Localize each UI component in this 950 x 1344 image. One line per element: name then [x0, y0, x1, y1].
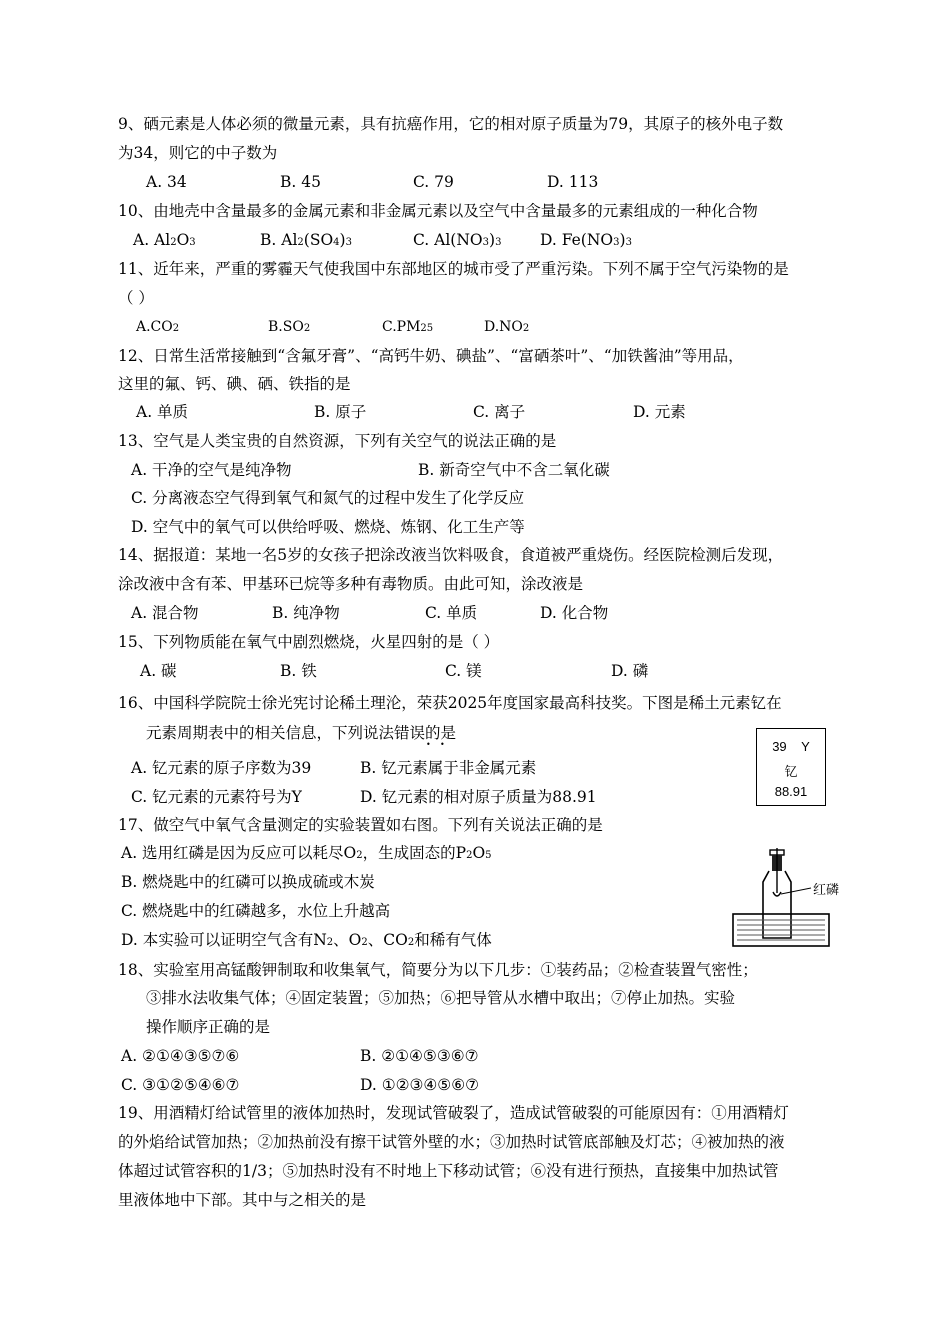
q12-option-c: C. 离子: [473, 403, 526, 421]
q15-option-d: D. 磷: [611, 662, 649, 680]
q9-stem-line1: 9、硒元素是人体必须的微量元素，具有抗癌作用，它的相对原子质量为79，其原子的核外电子数: [118, 115, 784, 133]
q10-option-a: A. Al2O3: [133, 231, 196, 249]
q10-stem: 10、由地壳中含量最多的金属元素和非金属元素以及空气中含量最多的元素组成的一种化合物: [118, 202, 758, 220]
q16-option-a: A. 钇元素的原子序数为39: [131, 759, 312, 777]
q18-option-a: A. ②①④③⑤⑦⑥: [121, 1047, 240, 1065]
q14-option-c: C. 单质: [425, 604, 478, 622]
q19-stem-line1: 19、用酒精灯给试管里的液体加热时，发现试管破裂了，造成试管破裂的可能原因有：①用酒精灯: [118, 1104, 789, 1122]
q14-stem-line1: 14、据报道：某地一名5岁的女孩子把涂改液当饮料吸食，食道被严重烧伤。经医院检测后发现，: [118, 546, 784, 564]
q12-option-b: B. 原子: [314, 403, 367, 421]
yttrium-element-card: [756, 728, 826, 806]
q15-stem: 15、下列物质能在氧气中剧烈燃烧，火星四射的是（ ）: [118, 633, 500, 651]
q12-option-a: A. 单质: [136, 403, 189, 421]
q17-option-c: C. 燃烧匙中的红磷越多，水位上升越高: [121, 902, 391, 920]
q12-stem-line2: 这里的氟、钙、碘、硒、铁指的是: [118, 375, 351, 393]
q16-stem-line2: 元素周期表中的相关信息，下列说法错误的是: [146, 724, 457, 742]
q13-option-d: D. 空气中的氧气可以供给呼吸、燃烧、炼钢、化工生产等: [131, 518, 525, 536]
q15-option-a: A. 碳: [140, 662, 177, 680]
q17-option-a: A. 选用红磷是因为反应可以耗尽O2，生成固态的P2O5: [121, 844, 492, 862]
q19-stem-line4: 里液体地中下部。其中与之相关的是: [118, 1191, 367, 1209]
q9-option-b: B. 45: [280, 173, 321, 191]
q17-stem: 17、做空气中氧气含量测定的实验装置如右图。下列有关说法正确的是: [118, 816, 603, 834]
q10-option-d: D. Fe(NO3)3: [540, 231, 632, 249]
q18-option-c: C. ③①②⑤④⑥⑦: [121, 1076, 240, 1094]
q14-option-a: A. 混合物: [131, 604, 199, 622]
q19-stem-line3: 体超过试管容积的1/3；⑤加热时没有不时地上下移动试管；⑥没有进行预热，直接集中加热试管: [118, 1162, 779, 1180]
q16-option-c: C. 钇元素的元素符号为Y: [131, 788, 302, 806]
q18-stem-line1: 18、实验室用高锰酸钾制取和收集氧气，简要分为以下几步：①装药品；②检查装置气密性；: [118, 961, 758, 979]
q17-option-d: D. 本实验可以证明空气含有N2、O2、CO2和稀有气体: [121, 931, 492, 949]
q18-stem-line3: 操作顺序正确的是: [146, 1018, 271, 1036]
oxygen-measurement-apparatus-figure: [727, 848, 847, 950]
q12-option-d: D. 元素: [633, 403, 686, 421]
element-symbol: Y: [801, 739, 810, 754]
q15-option-c: C. 镁: [445, 662, 482, 680]
q13-option-a: A. 干净的空气是纯净物: [131, 461, 292, 479]
q16-option-b: B. 钇元素属于非金属元素: [360, 759, 537, 777]
q13-option-c: C. 分离液态空气得到氧气和氮气的过程中发生了化学反应: [131, 489, 525, 507]
q16-stem-line1: 16、中国科学院院士徐光宪讨论稀土理沦，荣获2025年度国家最高科技奖。下图是稀土元素钇在: [118, 694, 782, 712]
element-name: 钇: [784, 764, 798, 779]
water-lines: [737, 920, 825, 940]
q17-option-b: B. 燃烧匙中的红磷可以换成硫或木炭: [121, 873, 375, 891]
q9-stem-line2: 为34，则它的中子数为: [118, 144, 278, 162]
emphasis-dot: •: [440, 740, 445, 749]
q10-option-c: C. Al(NO3)3: [413, 231, 502, 249]
q14-option-d: D. 化合物: [540, 604, 609, 622]
q11-option-d: D.NO2: [484, 319, 530, 335]
q13-option-b: B. 新奇空气中不含二氧化碳: [418, 461, 610, 479]
q15-option-b: B. 铁: [280, 662, 317, 680]
q11-option-c: C.PM25: [382, 319, 434, 335]
q9-option-a: A. 34: [146, 173, 187, 191]
element-atomic-number: 39: [772, 739, 787, 754]
q10-option-b: B. Al2(SO4)3: [260, 231, 352, 249]
q18-option-d: D. ①②③④⑤⑥⑦: [360, 1076, 479, 1094]
q19-stem-line2: 的外焰给试管加热；②加热前没有擦干试管外壁的水；③加热时试管底部触及灯芯；④被加热的液: [118, 1133, 785, 1151]
q11-stem-line2: （ ）: [118, 289, 154, 307]
q9-option-c: C. 79: [413, 173, 454, 191]
q13-stem: 13、空气是人类宝贵的自然资源，下列有关空气的说法正确的是: [118, 432, 557, 450]
q14-option-b: B. 纯净物: [272, 604, 340, 622]
element-number-symbol-row: [757, 739, 825, 754]
q9-option-d: D. 113: [547, 173, 599, 191]
element-mass: 88.91: [774, 784, 808, 799]
q11-stem-line1: 11、近年来，严重的雾霾天气使我国中东部地区的城市受了严重污染。下列不属于空气污染物的是: [118, 260, 789, 278]
red-phosphorus-label: 红磷: [813, 883, 840, 898]
q14-stem-line2: 涂改液中含有苯、甲基环已烷等多种有毒物质。由此可知，涂改液是: [118, 575, 584, 593]
q16-option-d: D. 钇元素的相对原子质量为88.91: [360, 788, 597, 806]
q12-stem-line1: 12、日常生活常接触到“含氟牙膏”、“高钙牛奶、碘盐”、“富硒茶叶”、“加铁酱油”等用品，: [118, 347, 744, 365]
q18-stem-line2: ③排水法收集气体；④固定装置；⑤加热；⑥把导管从水槽中取出；⑦停止加热。实验: [146, 989, 736, 1007]
q11-option-a: A.CO2: [136, 319, 180, 335]
q18-option-b: B. ②①④⑤③⑥⑦: [360, 1047, 479, 1065]
label-pointer-line: [781, 888, 811, 894]
emphasis-dot: •: [426, 740, 431, 749]
q11-option-b: B.SO2: [268, 319, 311, 335]
